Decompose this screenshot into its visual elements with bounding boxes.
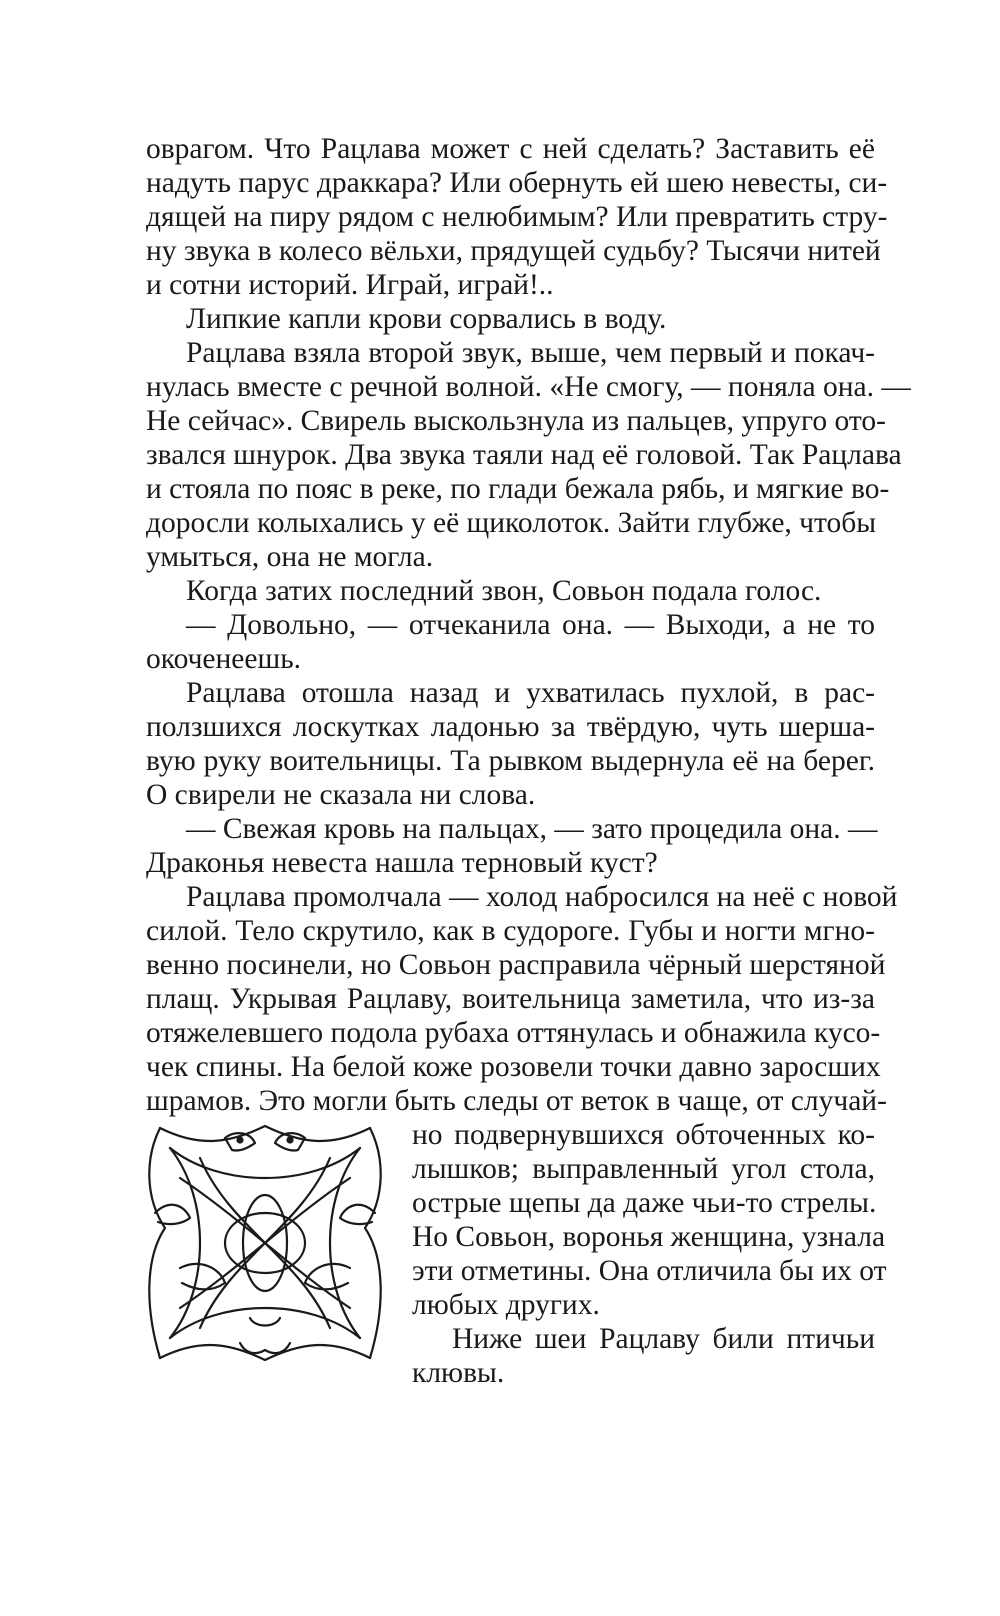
- text-line: нулась вместе с речной волной. «Не смогу, — поняла она. —: [146, 371, 911, 403]
- text-line: окоченеешь.: [146, 643, 302, 675]
- text-line: Ниже шеи Рацлаву били птичьи: [452, 1323, 875, 1355]
- text-line: Но Совьон, воронья женщина, узнала: [412, 1221, 886, 1253]
- text-line: плащ. Укрывая Рацлаву, воительница заметила, что из-за: [146, 983, 875, 1015]
- text-line: и стояла по пояс в реке, по глади бежала рябь, и мягкие во-: [146, 473, 890, 505]
- text-line: но подвернувшихся обточенных ко-: [412, 1119, 875, 1151]
- text-line: Липкие капли крови сорвались в воду.: [186, 303, 667, 335]
- text-line: шрамов. Это могли быть следы от веток в чаще, от случай-: [146, 1085, 887, 1117]
- text-line: клювы.: [412, 1357, 505, 1389]
- text-line: — Свежая кровь на пальцах, — зато процедила она. —: [186, 813, 878, 845]
- text-line: ну звука в колесо вёльхи, прядущей судьбу? Тысячи нитей: [146, 235, 881, 267]
- text-line: Не сейчас». Свирель выскользнула из пальцев, упруго ото-: [146, 405, 886, 437]
- text-line: Рацлава взяла второй звук, выше, чем первый и покач-: [186, 337, 875, 369]
- text-line: эти отметины. Она отличила бы их от: [412, 1255, 887, 1287]
- text-line: доросли колыхались у её щиколоток. Зайти глубже, чтобы: [146, 507, 877, 539]
- text-line: дящей на пиру рядом с нелюбимым? Или превратить стру-: [146, 201, 888, 233]
- text-line: вую руку воительницы. Та рывком выдернула её на берег.: [146, 745, 875, 777]
- text-line: надуть парус драккара? Или обернуть ей шею невесты, си-: [146, 167, 888, 199]
- text-line: Драконья невеста нашла терновый куст?: [146, 847, 658, 879]
- text-line: ползшихся лоскутках ладонью за твёрдую, чуть шерша-: [146, 711, 875, 743]
- text-line: — Довольно, — отчеканила она. — Выходи, а не то: [186, 609, 875, 641]
- text-line: и сотни историй. Играй, играй!..: [146, 269, 554, 301]
- text-line: отяжелевшего подола рубаха оттянулась и обнажила кусо-: [146, 1017, 881, 1049]
- text-line: О свирели не сказала ни слова.: [146, 779, 536, 811]
- text-line: любых других.: [412, 1289, 600, 1321]
- text-line: умыться, она не могла.: [146, 541, 434, 573]
- text-line: Рацлава отошла назад и ухватилась пухлой, в рас-: [186, 677, 875, 709]
- text-line: Рацлава промолчала — холод набросился на неё с новой: [186, 881, 898, 913]
- text-line: звался шнурок. Два звука таяли над её головой. Так Рацлава: [146, 439, 902, 471]
- text-line: чек спины. На белой коже розовели точки давно заросших: [146, 1051, 881, 1083]
- text-line: оврагом. Что Рацлава может с ней сделать? Заставить её: [146, 133, 875, 165]
- text-line: острые щепы да даже чьи-то стрелы.: [412, 1187, 877, 1219]
- text-line: венно посинели, но Совьон расправила чёрный шерстяной: [146, 949, 886, 981]
- text-line: Когда затих последний звон, Совьон подала голос.: [186, 575, 822, 607]
- text-line: силой. Тело скрутило, как в судороге. Губы и ногти мгно-: [146, 915, 875, 947]
- celtic-knot-ornament: [140, 1118, 390, 1368]
- text-line: лышков; выправленный угол стола,: [412, 1153, 875, 1185]
